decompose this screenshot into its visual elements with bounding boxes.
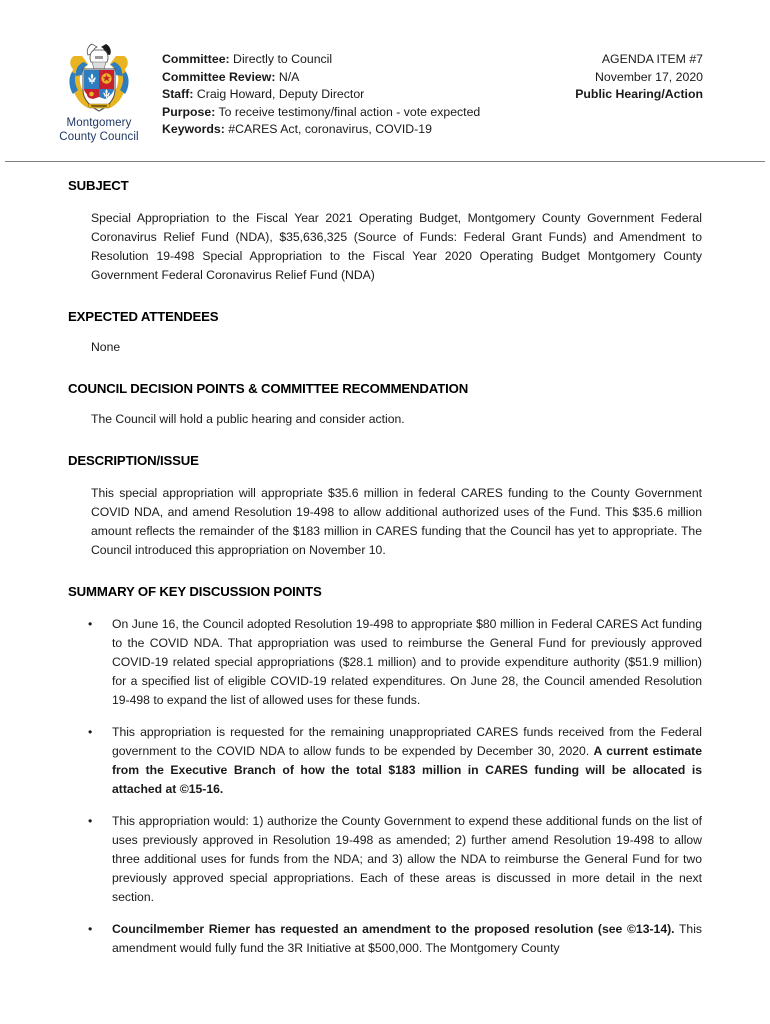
header-field-staff-value: Craig Howard, Deputy Director	[193, 87, 365, 102]
council-logo-caption-line2: County Council	[59, 130, 139, 143]
bullet-icon: •	[88, 922, 93, 936]
meeting-action-type: Public Hearing/Action	[575, 87, 703, 102]
bullet-icon: •	[88, 725, 93, 739]
section-body-description-issue: This special appropriation will appropriate $35.6 million in federal CARES funding to the County Government COVID NDA, and amend Resolution 19-498 to allow additional authorized uses of the Fund. This $35.6 million amount reflects the remainder of the $183 million in CARES funding that the Council has yet to appropriate. The Council introduced this appropriation on November 10.	[91, 486, 702, 557]
header-field-staff-label: Staff:	[162, 87, 194, 102]
header-field-purpose-value: To receive testimony/final action - vote expected	[215, 104, 481, 119]
council-logo-caption-line1: Montgomery	[66, 117, 132, 129]
document-header	[0, 0, 770, 160]
list-item	[88, 920, 702, 958]
header-field-keywords-label: Keywords:	[162, 122, 225, 137]
list-item-text: This appropriation would: 1) authorize the County Government to expend these additional funds on the list of uses previously approved in Resolution 19-498 as amended; 2) further amend Resolution 19-498 to allow three additional uses for funds from the NDA; and 3) allow the NDA to reimburse the General Fund for two previously approved special appropriations. Each of these areas is discussed in more detail in the next section.	[112, 814, 702, 904]
header-field-purpose	[162, 104, 542, 122]
header-field-committee-label: Committee:	[162, 52, 230, 66]
bullet-icon: •	[88, 814, 93, 828]
section-body-council-decision-points: The Council will hold a public hearing and consider action.	[91, 412, 405, 426]
montgomery-county-crest-icon	[68, 42, 130, 116]
section-heading-description-issue: DESCRIPTION/ISSUE	[68, 453, 199, 468]
header-field-staff	[162, 86, 542, 104]
council-logo-caption	[47, 117, 151, 144]
header-meta-fields	[162, 51, 542, 139]
list-item	[88, 812, 702, 907]
list-item	[88, 615, 702, 710]
section-heading-council-decision-points: COUNCIL DECISION POINTS & COMMITTEE RECOMMENDATION	[68, 381, 469, 396]
document-body	[0, 178, 770, 958]
section-body-subject: Special Appropriation to the Fiscal Year 2021 Operating Budget, Montgomery County Government Federal Coronavirus Relief Fund (NDA), $35,636,325 (Source of Funds: Federal Grant Funds) and Amendment to Resolution 19-498 Special Appropriation to the Fiscal Year 2020 Operating Budget Montgomery County Government Federal Coronavirus Relief Fund (NDA)	[91, 211, 702, 282]
agenda-item-number: AGENDA ITEM #7	[601, 52, 703, 66]
header-divider	[5, 161, 765, 162]
header-field-committee-value: Directly to Council	[229, 52, 333, 66]
section-heading-subject: SUBJECT	[68, 178, 129, 193]
meeting-date: November 17, 2020	[594, 69, 703, 84]
council-logo	[47, 42, 151, 144]
header-field-committee-review-label: Committee Review:	[162, 69, 276, 84]
header-field-keywords	[162, 121, 542, 139]
section-heading-expected-attendees: EXPECTED ATTENDEES	[68, 309, 219, 324]
header-field-keywords-value: #CARES Act, coronavirus, COVID-19	[224, 122, 432, 137]
header-field-committee-review	[162, 69, 542, 87]
header-field-purpose-label: Purpose:	[162, 104, 216, 119]
list-item-text: On June 16, the Council adopted Resolution 19-498 to appropriate $80 million in Federal CARES Act funding to the COVID NDA. That appropriation was used to reimburse the General Fund for previously approved COVID-19 related special appropriations ($28.1 million) and to provide expenditure authority ($51.9 million) for a specified list of eligible COVID-19 related expenditures. On June 28, the Council amended Resolution 19-498 to expand the list of allowed uses for these funds.	[112, 617, 702, 707]
section-heading-summary-key-discussion-points: SUMMARY OF KEY DISCUSSION POINTS	[68, 584, 322, 599]
list-item	[88, 723, 702, 799]
section-body-expected-attendees: None	[91, 340, 121, 354]
summary-bullet-list	[0, 615, 770, 958]
header-field-committee-review-value: N/A	[275, 69, 300, 84]
list-item-text: Councilmember Riemer has requested an amendment to the proposed resolution (see ©13-14). This amendment would fully fund the 3R Initiative at $500,000. The Montgomery County	[112, 922, 702, 955]
bullet-icon: •	[88, 617, 93, 631]
header-agenda-info	[575, 51, 703, 104]
list-item-text: This appropriation is requested for the remaining unappropriated CARES funds received from the Federal government to the COVID NDA to allow funds to be expended by December 30, 2020. A current estimate from the Executive Branch of how the total $183 million in CARES funding will be allocated is attached at ©15-16.	[112, 725, 702, 796]
header-field-committee	[162, 51, 542, 69]
